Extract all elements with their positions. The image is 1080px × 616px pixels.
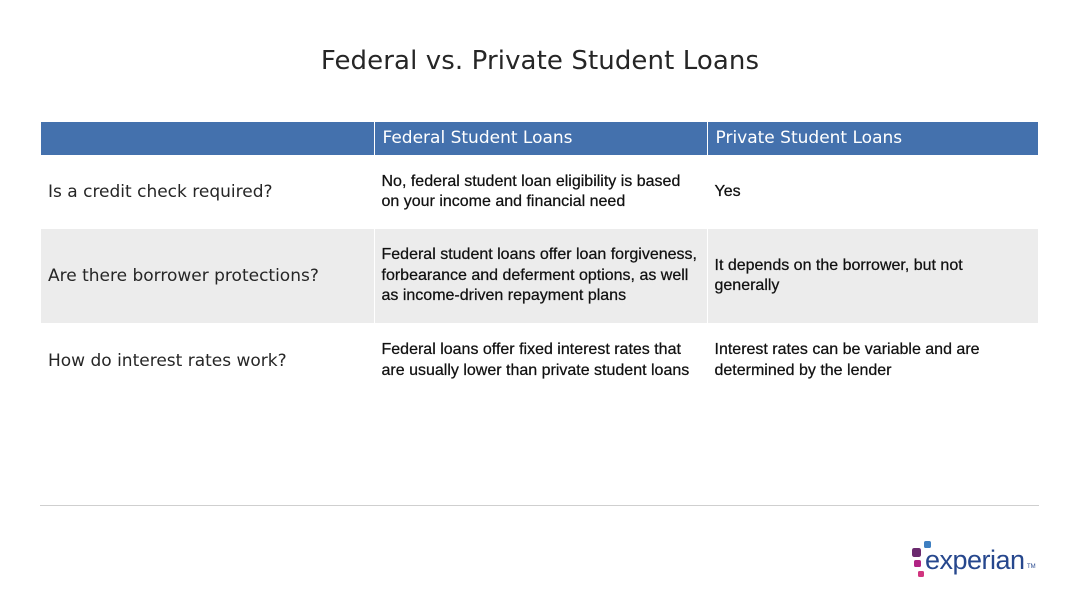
row-federal-answer: Federal loans offer fixed interest rates that are usually lower than private student loans xyxy=(374,323,707,398)
header-cell-federal: Federal Student Loans xyxy=(374,122,707,155)
logo-dot-pink xyxy=(918,571,924,577)
row-question: Is a credit check required? xyxy=(41,155,374,229)
row-question: How do interest rates work? xyxy=(41,323,374,398)
table-header-row xyxy=(41,122,1038,155)
row-private-answer: Interest rates can be variable and are determined by the lender xyxy=(707,323,1038,398)
experian-logo xyxy=(910,540,1040,582)
table-row xyxy=(41,323,1038,398)
footer-divider xyxy=(40,505,1039,506)
header-cell-empty xyxy=(41,122,374,155)
slide-title: Federal vs. Private Student Loans xyxy=(320,46,760,76)
trademark-mark: TM xyxy=(1027,564,1036,570)
logo-dot-magenta xyxy=(914,560,921,567)
comparison-table xyxy=(41,122,1038,398)
logo-dot-dark-purple xyxy=(912,548,921,557)
header-cell-private: Private Student Loans xyxy=(707,122,1038,155)
experian-wordmark: experian xyxy=(925,545,1025,575)
row-private-answer: Yes xyxy=(707,155,1038,229)
row-private-answer: It depends on the borrower, but not generally xyxy=(707,229,1038,323)
row-federal-answer: Federal student loans offer loan forgiveness, forbearance and deferment options, as well as income-driven repayment plans xyxy=(374,229,707,323)
table-row xyxy=(41,229,1038,323)
table-row xyxy=(41,155,1038,229)
row-federal-answer: No, federal student loan eligibility is based on your income and financial need xyxy=(374,155,707,229)
row-question: Are there borrower protections? xyxy=(41,229,374,323)
